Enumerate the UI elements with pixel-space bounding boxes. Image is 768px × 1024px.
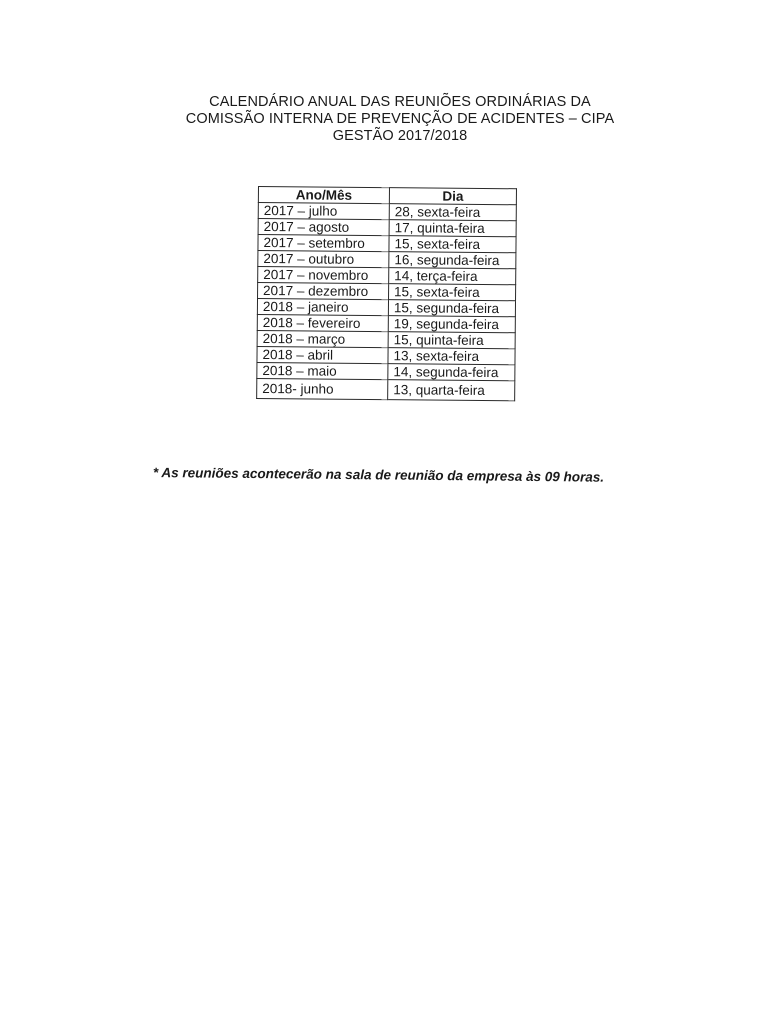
meeting-schedule-table <box>256 186 517 401</box>
table-row <box>257 378 515 400</box>
title-line-3: GESTÃO 2017/2018 <box>332 128 468 144</box>
cell-month: 2017 – novembro <box>258 267 389 284</box>
table-row <box>257 346 515 364</box>
cell-day: 15, segunda-feira <box>388 300 515 317</box>
table-row <box>257 299 515 317</box>
table-row <box>258 267 516 285</box>
table-row <box>258 203 516 221</box>
cell-month: 2017 – julho <box>258 203 389 220</box>
table-header-row <box>258 187 516 205</box>
meeting-location-note: * As reuniões acontecerão na sala de reunião da empresa às 09 horas. <box>152 465 605 485</box>
title-line-2: COMISSÃO INTERNA DE PREVENÇÃO DE ACIDENTES – CIPA <box>185 111 615 127</box>
cell-month: 2017 – outubro <box>258 251 389 268</box>
cell-month: 2017 – dezembro <box>258 283 389 300</box>
table-row <box>258 283 516 301</box>
table-row <box>257 362 515 380</box>
document-title <box>0 94 768 145</box>
cell-month: 2018 – abril <box>257 346 388 363</box>
cell-month: 2018 – maio <box>257 362 388 379</box>
table-row <box>258 235 516 253</box>
cell-day: 14, terça-feira <box>389 268 516 285</box>
cell-day: 16, segunda-feira <box>389 252 516 269</box>
cell-day: 14, segunda-feira <box>388 364 515 381</box>
table-row <box>257 314 515 332</box>
table-row <box>257 330 515 348</box>
table-row <box>258 251 516 269</box>
cell-day: 15, sexta-feira <box>389 284 516 301</box>
cell-day: 19, segunda-feira <box>388 316 515 333</box>
table-row <box>258 219 516 237</box>
cell-month: 2018 – março <box>257 330 388 347</box>
cell-month: 2018- junho <box>257 378 388 399</box>
cell-day: 15, quinta-feira <box>388 332 515 349</box>
cell-month: 2018 – fevereiro <box>257 314 388 331</box>
cell-day: 15, sexta-feira <box>389 236 516 253</box>
header-ano-mes: Ano/Mês <box>258 187 389 204</box>
cell-day: 17, quinta-feira <box>389 220 516 237</box>
cell-month: 2017 – setembro <box>258 235 389 252</box>
cell-day: 13, quarta-feira <box>388 380 515 401</box>
cell-month: 2017 – agosto <box>258 219 389 236</box>
title-line-1: CALENDÁRIO ANUAL DAS REUNIÕES ORDINÁRIAS DA <box>209 94 591 110</box>
cell-day: 28, sexta-feira <box>389 204 516 221</box>
cell-month: 2018 – janeiro <box>257 299 388 316</box>
cell-day: 13, sexta-feira <box>388 348 515 365</box>
header-dia: Dia <box>389 188 516 205</box>
